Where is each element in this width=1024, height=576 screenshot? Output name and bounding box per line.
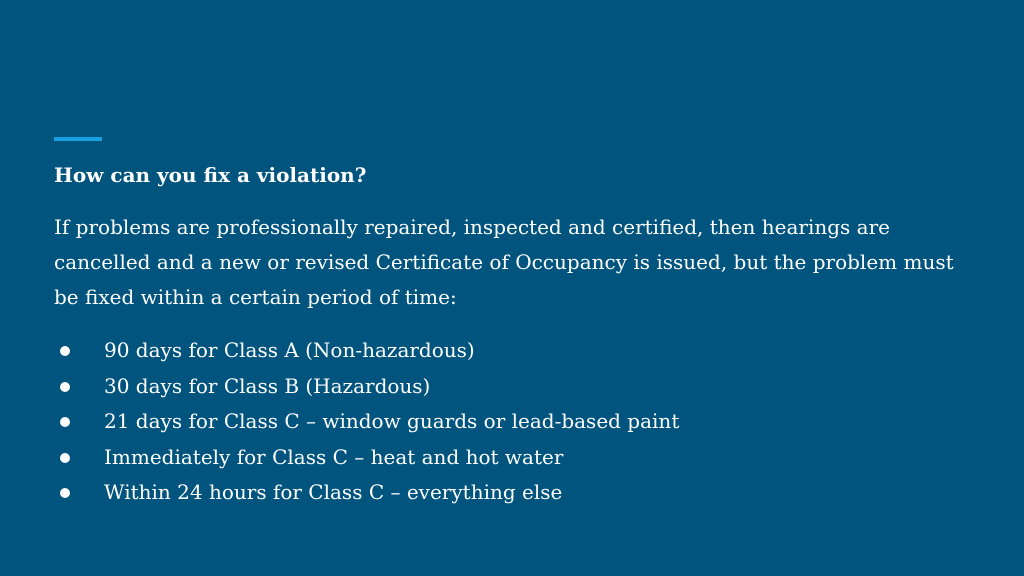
list-item — [54, 475, 679, 511]
list-item — [54, 404, 679, 440]
list-item-text: 90 days for Class A (Non-hazardous) — [104, 338, 475, 362]
bullet-icon — [60, 488, 70, 498]
bullet-icon — [60, 417, 70, 427]
bullet-icon — [60, 453, 70, 463]
list-item — [54, 369, 679, 405]
list-item-text: 30 days for Class B (Hazardous) — [104, 373, 431, 398]
slide-paragraph: If problems are professionally repaired, inspected and certified, then hearings are cancelled and a new or revised Certificate of Occupancy is issued, but the problem must be fixed within a certain period of time: — [54, 215, 954, 309]
accent-bar — [54, 137, 102, 141]
bullet-list — [54, 333, 679, 511]
bullet-icon — [60, 382, 70, 392]
list-item-text: Immediately for Class C – heat and hot water — [104, 444, 564, 469]
list-item-text: 21 days for Class C – window guards or lead-based paint — [104, 409, 680, 433]
list-item-text: Within 24 hours for Class C – everything else — [104, 480, 563, 504]
bullet-icon — [60, 346, 70, 356]
list-item — [54, 333, 679, 369]
list-item — [54, 440, 679, 476]
slide-title: How can you fix a violation? — [54, 163, 367, 187]
